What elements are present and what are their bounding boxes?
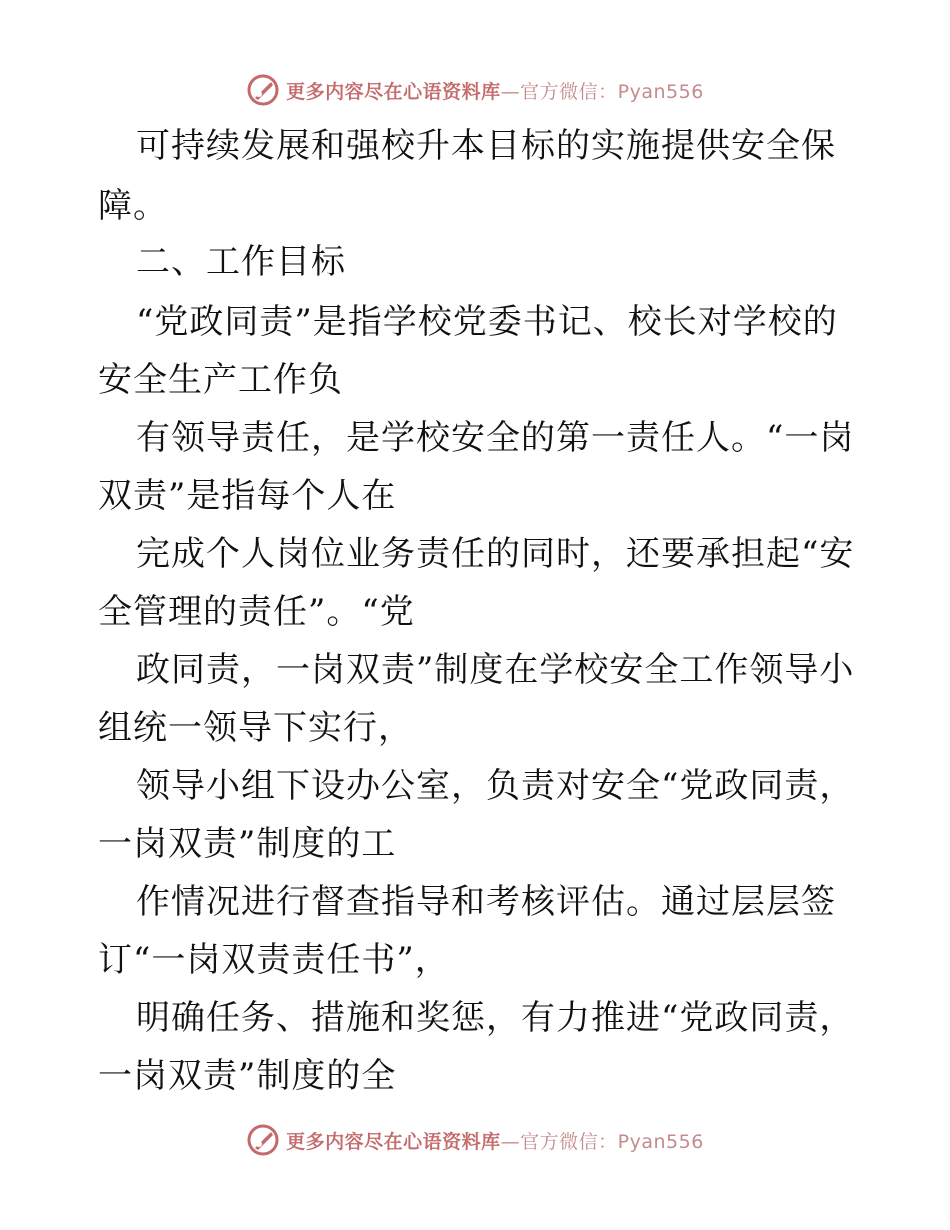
text-line: 作情况进行督查指导和考核评估。通过层层签 [136, 882, 836, 922]
text-line: 一岗双责”制度的全 [98, 1056, 397, 1096]
text-line: 双责”是指每个人在 [98, 476, 397, 516]
text-line: 完成个人岗位业务责任的同时，还要承担起“安 [136, 534, 855, 574]
watermark-separator: — [500, 80, 521, 103]
text-line: 有领导责任，是学校安全的第一责任人。“一岗 [136, 418, 855, 458]
section-heading: 二、工作目标 [136, 242, 346, 282]
watermark-brand: 更多内容尽在心语资料库 [286, 1130, 501, 1153]
watermark-brand: 更多内容尽在心语资料库 [286, 80, 501, 103]
text-line: 可持续发展和强校升本目标的实施提供安全保 [136, 126, 836, 166]
text-line: 领导小组下设办公室，负责对安全“党政同责， [136, 766, 855, 806]
watermark-wechat: 官方微信：Pyan556 [520, 80, 704, 103]
watermark-separator: — [500, 1130, 521, 1153]
watermark-wechat: 官方微信：Pyan556 [520, 1130, 704, 1153]
text-line: 全管理的责任”。“党 [98, 592, 415, 632]
footer-watermark [0, 1120, 950, 1160]
quill-logo-icon [246, 1123, 280, 1157]
text-line: 政同责，一岗双责”制度在学校安全工作领导小 [136, 650, 855, 690]
text-line: 组统一领导下实行， [98, 708, 413, 748]
text-line: 一岗双责”制度的工 [98, 824, 397, 864]
text-line: 安全生产工作负 [98, 360, 343, 400]
watermark-text [286, 1127, 704, 1154]
text-line: 订“一岗双责责任书”， [98, 940, 450, 980]
text-line: “党政同责”是指学校党委书记、校长对学校的 [136, 302, 838, 342]
text-line: 明确任务、措施和奖惩，有力推进“党政同责， [136, 998, 855, 1038]
text-line: 障。 [98, 186, 168, 226]
